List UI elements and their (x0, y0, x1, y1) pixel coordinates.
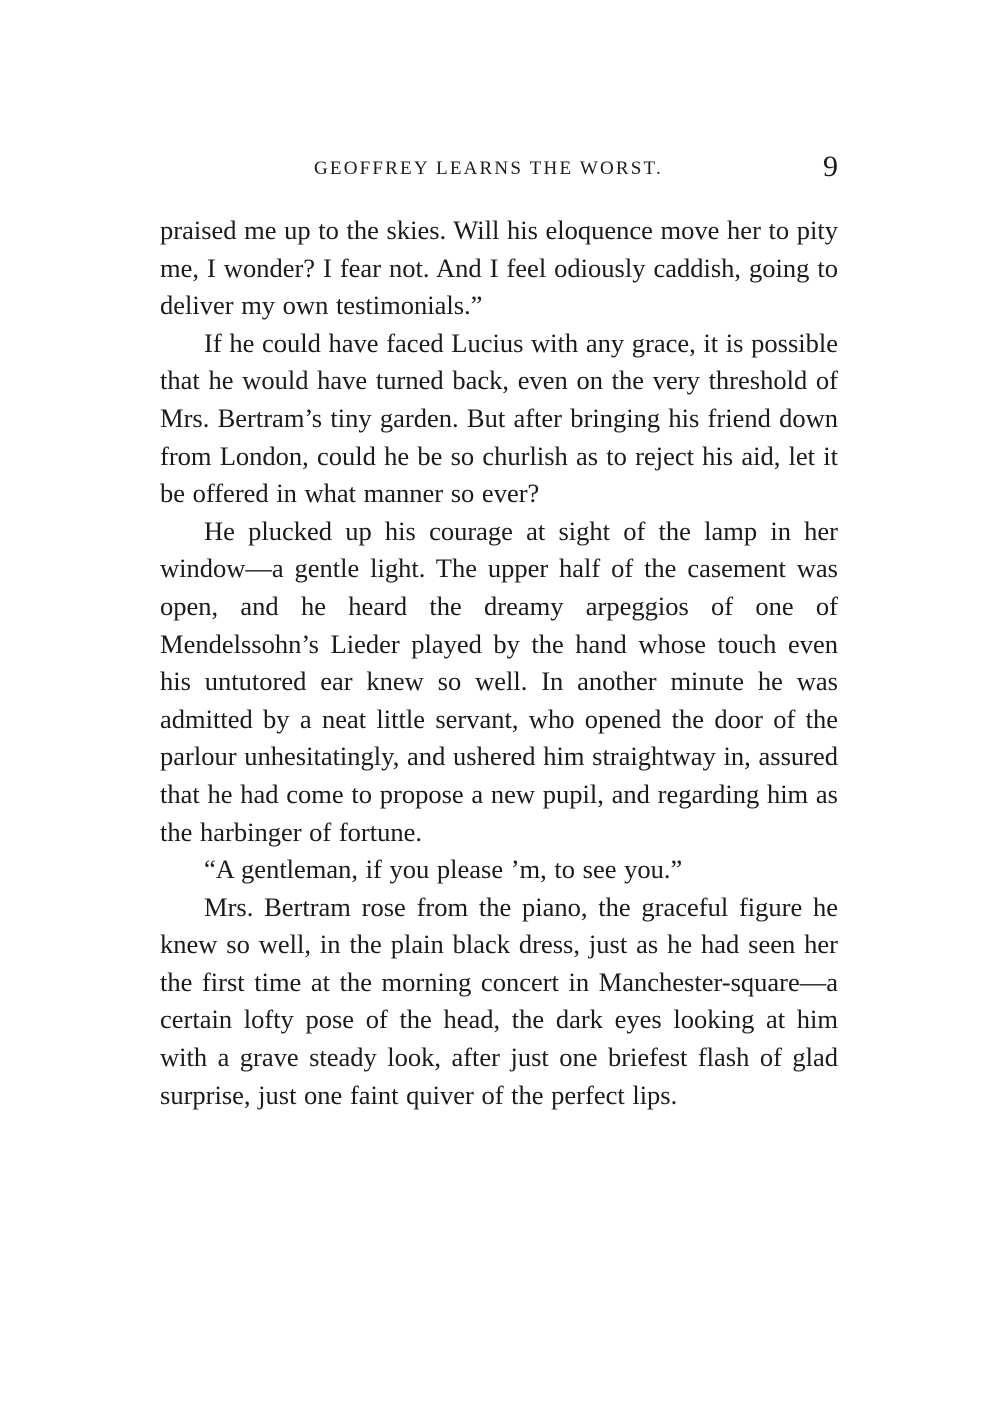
paragraph: He plucked up his courage at sight of the lamp in her window—a gentle light. The upper half of the casement was open, and he heard the dreamy arpeggios of one of Mendelssohn’s Lieder played by the hand whose touch even his untutored ear knew so well. In another minute he was admitted by a neat little servant, who opened the door of the parlour unhesitatingly, and ushered him straightway in, assured that he had come to propose a new pupil, and regarding him as the harbinger of fortune. (160, 515, 838, 847)
running-title: GEOFFREY LEARNS THE WORST. (314, 158, 663, 179)
dialogue-paragraph: “A gentleman, if you please ’m, to see you.” (204, 854, 683, 885)
body-text (160, 212, 838, 1114)
page-number: 9 (823, 150, 838, 183)
paragraph: Mrs. Bertram rose from the piano, the graceful figure he knew so well, in the plain black dress, just as he had seen her the first time at the morning concert in Manchester-square—a certain lofty pose of the head, the dark eyes looking at him with a grave steady look, after just one briefest flash of glad surprise, just one faint quiver of the perfect lips. (160, 891, 838, 1110)
paragraph: If he could have faced Lucius with any grace, it is possible that he would have turned back, even on the very threshold of Mrs. Bertram’s tiny garden. But after bringing his friend down from London, could he be so churlish as to reject his aid, let it be offered in what manner so ever? (160, 327, 838, 509)
running-head (160, 150, 840, 190)
paragraph-continued: praised me up to the skies. Will his eloquence move her to pity me, I wonder? I fear not. And I feel odiously caddish, going to deliver my own testimonials.” (160, 215, 838, 321)
